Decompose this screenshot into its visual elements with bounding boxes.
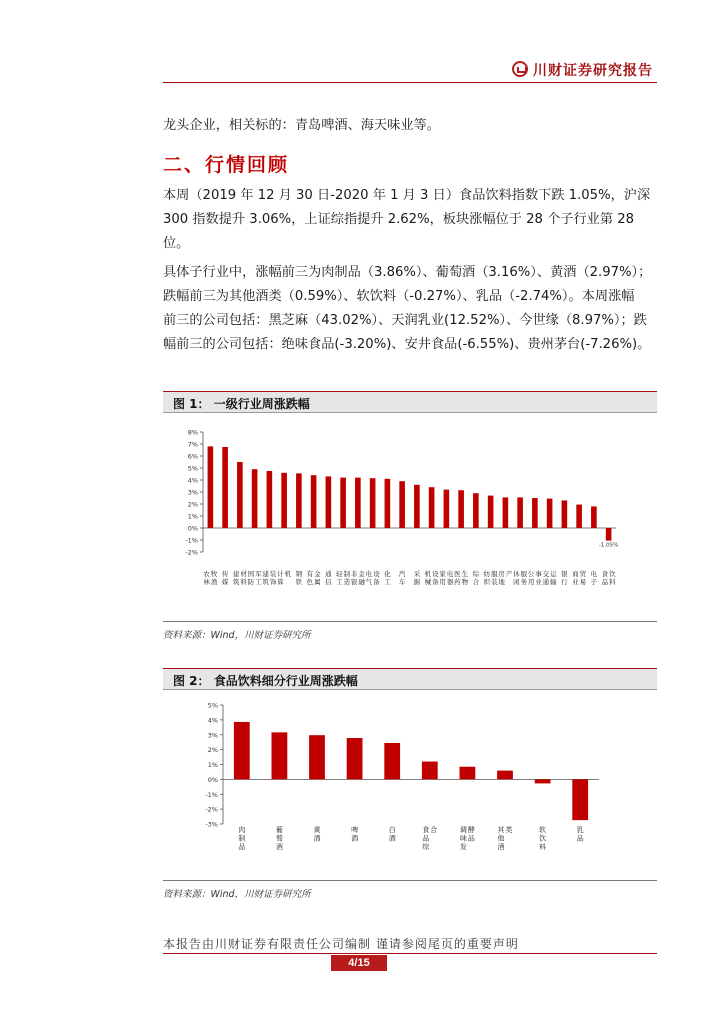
bar — [444, 490, 450, 528]
y-tick-label: 8% — [187, 428, 198, 437]
figure1-bottom-rule — [163, 621, 657, 622]
y-tick-label: 7% — [187, 440, 198, 449]
category-label: 建筑装饰 — [262, 570, 277, 586]
bar — [572, 779, 588, 820]
figure1-title: 图 1： 一级行业周涨跌幅 — [173, 397, 310, 411]
category-label: 机械设备 — [424, 570, 439, 586]
category-label: 建筑材料 — [232, 570, 247, 586]
category-label: 电子 — [590, 570, 598, 586]
bar — [497, 771, 513, 780]
para2-line: 跌幅前三为其他酒类（0.59%）、软饮料（-0.27%）、乳品（-2.74%）。本周涨幅 — [163, 289, 635, 304]
category-label: 交通运输 — [542, 570, 557, 586]
y-tick-label: 3% — [207, 731, 218, 740]
category-label: 软饮料 — [539, 826, 547, 851]
y-tick-label: -1% — [205, 790, 218, 799]
bar — [517, 497, 523, 528]
category-label: 乳品 — [576, 826, 584, 843]
category-label: 调味发酵品 — [459, 826, 475, 851]
category-label: 其他酒类 — [497, 826, 513, 851]
y-tick-label: -1% — [185, 536, 198, 545]
y-tick-label: 2% — [207, 746, 218, 755]
y-tick-label: 5% — [187, 464, 198, 473]
category-label: 化工 — [384, 570, 391, 586]
company-logo-icon — [512, 61, 528, 77]
category-label: 有色金属 — [306, 570, 321, 586]
category-label: 传媒 — [221, 570, 229, 586]
bar — [385, 479, 391, 528]
footer-rule — [163, 953, 657, 954]
bar — [326, 476, 332, 528]
category-label: 肉制品 — [238, 826, 246, 851]
para2-line: 幅前三的公司包括：绝味食品(-3.20%)、安井食品(-6.55%)、贵州茅台(-7.26%)。 — [163, 337, 651, 352]
bar — [532, 498, 538, 528]
category-label: 医药生物 — [454, 570, 469, 586]
y-tick-label: 0% — [207, 775, 218, 784]
bar — [267, 471, 273, 528]
bar — [414, 485, 420, 528]
y-tick-label: 5% — [207, 701, 218, 710]
figure2-bottom-rule — [163, 880, 657, 881]
bar — [562, 500, 568, 528]
chart-food-subindustry-change — [163, 692, 657, 880]
bar — [458, 490, 464, 528]
y-tick-label: 1% — [207, 761, 218, 769]
category-label: 农林牧渔 — [203, 570, 218, 586]
category-label: 食品饮料 — [601, 570, 616, 586]
page-number: 4/15 — [331, 955, 387, 971]
bar — [237, 462, 243, 528]
bar — [311, 475, 317, 528]
bar — [340, 478, 346, 528]
bar — [429, 487, 435, 528]
bar — [460, 767, 476, 780]
y-tick-label: -2% — [185, 548, 198, 557]
category-label: 食品综合 — [422, 826, 438, 851]
bar — [547, 499, 553, 528]
chart-industry-weekly-change — [163, 416, 657, 620]
report-brand: 川财证券研究报告 — [533, 63, 653, 79]
category-label: 商业贸易 — [572, 570, 587, 586]
bar — [309, 735, 325, 779]
y-tick-label: -3% — [205, 820, 218, 829]
y-tick-label: 1% — [187, 512, 198, 521]
y-tick-label: 2% — [187, 500, 198, 509]
bar — [576, 505, 582, 528]
bar — [222, 447, 228, 528]
para2-line: 前三的公司包括：黑芝麻（43.02%）、天润乳业(12.52%）、今世缘（8.97%）；跌 — [163, 313, 647, 328]
y-tick-label: 6% — [187, 452, 198, 461]
figure1-title-bar — [163, 391, 657, 413]
bar — [296, 473, 302, 528]
data-label: -1.05% — [598, 542, 619, 549]
category-label: 纺织服装 — [483, 570, 498, 586]
intro-line: 龙头企业，相关标的：青岛啤酒、海天味业等。 — [163, 118, 440, 133]
bar — [473, 493, 479, 528]
category-label: 葡萄酒 — [275, 826, 283, 851]
category-label: 啤酒 — [351, 826, 359, 843]
bar — [208, 446, 214, 528]
section-title: 二、行情回顾 — [163, 154, 290, 176]
category-label: 公用事业 — [527, 570, 542, 586]
category-label: 家用电器 — [439, 570, 454, 586]
para1-line: 300 指数提升 3.06%，上证综指提升 2.62%，板块涨幅位于 28 个子行业第 28 — [163, 212, 634, 227]
y-tick-label: 3% — [187, 488, 198, 497]
bar — [384, 743, 400, 779]
footer-disclaimer: 本报告由川财证券有限责任公司编制 谨请参阅尾页的重要声明 — [163, 937, 519, 951]
y-tick-label: -2% — [205, 805, 218, 814]
category-label: 汽车 — [398, 570, 406, 586]
bar — [281, 473, 287, 528]
category-label: 计算机 — [277, 570, 292, 586]
bar — [370, 478, 376, 528]
para2-line: 具体子行业中，涨幅前三为肉制品（3.86%）、葡萄酒（3.16%）、黄酒（2.97%）； — [163, 265, 652, 280]
y-tick-label: 4% — [187, 476, 198, 485]
category-label: 通信 — [325, 570, 332, 586]
y-tick-label: 0% — [187, 524, 198, 533]
bar — [606, 528, 612, 541]
bar — [355, 478, 361, 528]
bar — [535, 779, 551, 783]
category-label: 房地产 — [498, 570, 513, 586]
category-label: 轻工制造 — [336, 570, 351, 586]
category-label: 休闲服务 — [513, 570, 528, 586]
y-tick-label: 4% — [207, 716, 218, 725]
figure2-title-bar — [163, 668, 657, 690]
bar — [503, 497, 509, 528]
bar — [591, 506, 597, 528]
bar — [488, 496, 494, 528]
header-divider — [163, 82, 657, 83]
category-label: 钢铁 — [295, 570, 303, 586]
figure2-title: 图 2： 食品饮料细分行业周涨跌幅 — [173, 674, 358, 688]
bar — [272, 732, 288, 779]
bar — [399, 481, 405, 528]
category-label: 黄酒 — [313, 826, 321, 843]
para1-line: 位。 — [163, 236, 190, 251]
category-label: 国防军工 — [247, 570, 262, 586]
category-label: 电气设备 — [365, 570, 380, 586]
category-label: 非银金融 — [350, 570, 365, 586]
bar — [234, 722, 250, 779]
bar — [347, 738, 363, 779]
figure1-source: 资料来源：Wind，川财证券研究所 — [163, 630, 311, 641]
category-label: 综合 — [472, 570, 480, 586]
category-label: 白酒 — [388, 826, 396, 843]
bar — [252, 469, 258, 528]
para1-line: 本周（2019 年 12 月 30 日-2020 年 1 月 3 日）食品饮料指数下跌 1.05%，沪深 — [163, 188, 651, 203]
category-label: 银行 — [561, 570, 568, 586]
category-label: 采掘 — [413, 570, 421, 586]
figure2-source: 资料来源：Wind，川财证券研究所 — [163, 889, 311, 900]
bar — [422, 762, 438, 780]
